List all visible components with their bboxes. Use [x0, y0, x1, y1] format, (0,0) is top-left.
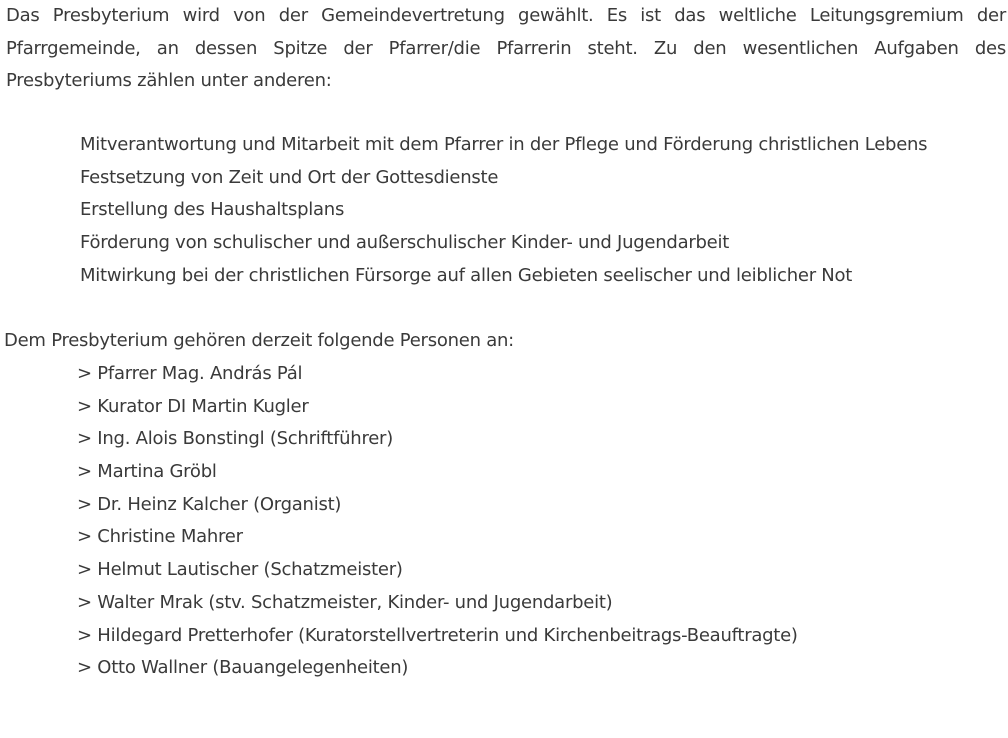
page-content	[4, 0, 1006, 679]
member-item: > Ing. Alois Bonstingl (Schriftführer)	[77, 428, 393, 450]
member-item: > Otto Wallner (Bauangelegenheiten)	[77, 657, 409, 679]
member-item: > Walter Mrak (stv. Schatzmeister, Kinder- und Jugendarbeit)	[77, 591, 613, 613]
member-item: > Dr. Heinz Kalcher (Organist)	[77, 493, 342, 515]
member-item: > Helmut Lautischer (Schatzmeister)	[77, 559, 403, 581]
task-item: Förderung von schulischer und außerschulischer Kinder- und Jugendarbeit	[80, 232, 730, 254]
member-item: > Kurator DI Martin Kugler	[77, 395, 309, 417]
members-heading: Dem Presbyterium gehören derzeit folgende Personen an:	[4, 330, 514, 351]
task-item: Erstellung des Haushaltsplans	[80, 199, 345, 221]
task-item: Festsetzung von Zeit und Ort der Gottesdienste	[80, 166, 499, 188]
member-list	[77, 358, 798, 685]
task-item: Mitverantwortung und Mitarbeit mit dem Pfarrer in der Pflege und Förderung christlichen Lebens	[80, 134, 928, 155]
member-item: > Pfarrer Mag. András Pál	[77, 363, 303, 384]
task-item: Mitwirkung bei der christlichen Fürsorge auf allen Gebieten seelischer und leiblicher Not	[80, 264, 853, 286]
member-item: > Martina Gröbl	[77, 461, 217, 483]
member-item: > Christine Mahrer	[77, 526, 243, 548]
intro-paragraph: Das Presbyterium wird von der Gemeindevertretung gewählt. Es ist das weltliche Leitungsgremium der Pfarrgemeinde, an dessen Spitze der Pfarrer/die Pfarrerin steht. Zu den wesentlichen Aufgaben des Presbyteriums zählen unter anderen:	[6, 5, 1006, 92]
task-list	[6, 129, 927, 292]
member-item: > Hildegard Pretterhofer (Kuratorstellvertreterin und Kirchenbeitrags-Beauftragte)	[77, 624, 798, 646]
